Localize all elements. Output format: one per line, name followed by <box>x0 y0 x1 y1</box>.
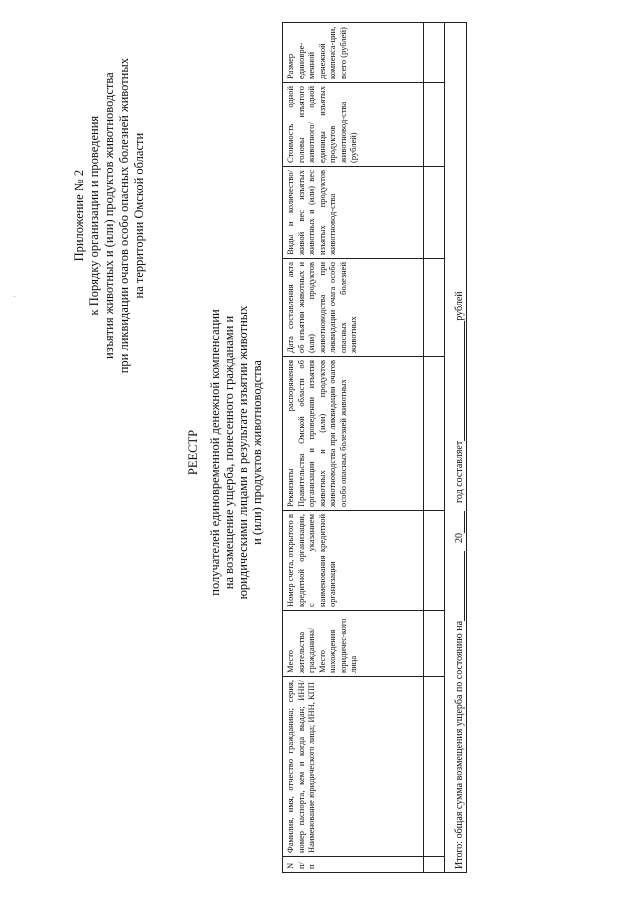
column-header: Виды и количество/ живой вес изъятых животных и (или) вес изъятых продуктов животновод-ства <box>283 167 424 259</box>
title-line: и (или) продуктов животноводства <box>250 360 264 545</box>
total-suffix: рублей <box>453 291 465 321</box>
column-header: Номер счета, открытого в кредитной организации, с указанием наименования кредитной организации <box>283 511 424 611</box>
table-cell <box>424 611 445 677</box>
column-header: Размер единовре-менной денежной компенса-ции, всего (рублей) <box>283 23 424 83</box>
document-title <box>186 0 264 905</box>
table-cell <box>424 23 445 83</box>
column-header: N п/п <box>283 857 424 873</box>
appendix-line: на территории Омской области <box>132 132 146 299</box>
appendix-line: изъятия животных и (или) продуктов животноводства <box>102 72 116 359</box>
appendix-line: Приложение № 2 <box>72 169 86 262</box>
title-line: на возмещение ущерба, понесенного гражданами и <box>222 315 236 590</box>
appendix-line: к Порядку организации и проведения <box>87 115 101 316</box>
appendix-line: при ликвидации очагов особо опасных болезней животных <box>117 58 131 374</box>
column-header: Стоимость одной головы изъятого животного/ одной единицы изъятых продуктов животновод-ства (рублей) <box>283 83 424 167</box>
title-heading: РЕЕСТР <box>186 429 200 476</box>
total-row <box>445 23 467 873</box>
table-cell <box>424 357 445 511</box>
column-header: Дата составления акта об изъятии животных и (или) продуктов животноводства при ликвидации очага особо опасных болезней животных <box>283 259 424 357</box>
table-cell <box>424 167 445 259</box>
table-cell <box>424 677 445 857</box>
total-middle: год составляет <box>453 440 465 503</box>
table-header-row <box>283 23 424 873</box>
scan-mark: ' <box>12 295 21 297</box>
appendix-block <box>72 58 147 373</box>
column-header: Реквизиты распоряжения Правительства Омской области об организации и проведении изъятия животных и (или) продуктов животноводства при ликвидации очагов особо опасных болезней животных <box>283 357 424 511</box>
table-cell <box>424 511 445 611</box>
amount-blank <box>454 321 465 441</box>
registry-table <box>282 22 467 873</box>
total-cell <box>445 23 467 873</box>
title-line: получателей единовременной денежной компенсации <box>208 309 222 596</box>
year-blank <box>454 511 465 533</box>
total-prefix: Итого: общая сумма возмещения ущерба по состоянию на <box>453 620 465 869</box>
total-year-prefix: 20 <box>453 532 465 543</box>
table-cell <box>424 857 445 873</box>
table-cell <box>424 259 445 357</box>
title-line: юридическими лицами в результате изъятии животных <box>236 305 250 600</box>
column-header: Место жительства гражданина/ Место нахождения юридичес-кого лица <box>283 611 424 677</box>
column-header: Фамилия, имя, отчество гражданина; серия, номер паспорта, кем и когда выдан; ИНН/Наименование юридического лица; ИНН, КПП <box>283 677 424 857</box>
table-cell <box>424 83 445 167</box>
table-row <box>424 23 445 873</box>
date-blank <box>454 551 465 621</box>
